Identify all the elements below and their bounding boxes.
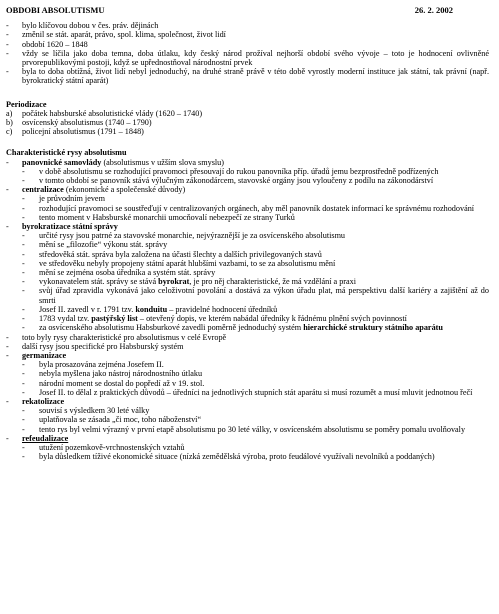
list-item: - byla to doba obtížná, život lidí nebyl jednoduchý, na druhé straně právě v této době vyrostly moderní instituce jak státní, tak právní (např. byrokratický státní aparát) — [6, 67, 489, 86]
list-item: - byla důsledkem tíživé ekonomické situace (nízká zemědělská výroba, proto feudálové využívali nevolníků a poddaných) — [22, 452, 435, 462]
document-date: 26. 2. 2002 — [414, 5, 453, 15]
list-item: - tento rys byl velmi výrazný v první etapě absolutismu po 30 leté války, v osvícenském absolutismu se poměry pomalu uvolňovaly — [22, 424, 466, 434]
emphasized-term: pastýřský list — [91, 314, 138, 324]
list-item: - Josef II. to dělal z praktických důvodů – úředníci na jednotlivých stupních stát aparátu si musí rozumět a musí mluvit jednotnou řečí — [22, 387, 473, 397]
characteristics-heading: Charakteristické rysy absolutismu — [6, 148, 127, 158]
emphasized-term: byrokrat — [158, 277, 190, 287]
list-item: - za osvícenského absolutismu Habsburkové zavedli poměrně jednoduchý systém hierarchické struktury státního aparátu — [22, 323, 443, 333]
list-item: - refeudalizace — [6, 434, 489, 443]
emphasized-term: hierarchické struktury státního aparátu — [303, 323, 443, 333]
document-header — [6, 6, 489, 15]
list-item: a) počátek habsburské absolutistické vlády (1620 – 1740) — [6, 108, 203, 118]
list-item: - v době absolutismu se rozhodující pravomoci přesouvají do rukou panovníka příp. úřadů jemu bezprostředně podřízených — [22, 166, 439, 176]
list-item: b) osvícenský absolutismus (1740 – 1790) — [6, 118, 152, 128]
dash-marker: - — [6, 67, 9, 77]
list-item: - uplatňovala se zásada „či moc, toho náboženství“ — [22, 415, 202, 425]
list-item: - svůj úřad zpravidla vykonává jako celoživotní povolání a dostává za výkon úřadu plat, má perspektivu další kariéry a zajištění až do smrti — [22, 286, 489, 305]
periodization-list — [6, 109, 489, 137]
list-item: - rekatolizace — [6, 397, 489, 406]
list-item: - národní moment se dostal do popředí až v 19. stol. — [22, 378, 205, 388]
document-title: OBDOBI ABSOLUTISMU — [6, 5, 105, 15]
section-term: panovnické samovlády — [22, 157, 102, 167]
list-item: - mění se „filozofie“ výkonu stát. správy — [22, 240, 168, 250]
list-item: - 1783 vydal tzv. pastýřský list – otevřený dopis, ve kterém nabádal úředníky k řádnému plnění svých povinností — [22, 314, 407, 324]
list-item: - v tomto období se panovník stává výlučným zákonodárcem, stavovské orgány jsou vyloučeny z podílu na zákonodárství — [22, 176, 434, 186]
intro-list — [6, 21, 489, 85]
list-item: - utužení pozemkově-vrchnostenských vztahů — [22, 442, 185, 452]
list-item: - další rysy jsou specifické pro Habsburský systém — [6, 341, 184, 351]
list-item: - centralizace (ekonomické a společenské důvody) — [6, 185, 186, 195]
section-term: germanizace — [22, 350, 67, 360]
list-item: - období 1620 – 1848 — [6, 39, 88, 49]
dash-marker: - — [6, 39, 9, 49]
list-item: - tento moment v Habsburské monarchii umocňovalí nebezpečí ze strany Turků — [22, 212, 295, 222]
list-item: - bylo klíčovou dobou v čes. práv. dějinách — [6, 21, 159, 31]
list-item: - germanizace — [6, 351, 489, 360]
list-item: - vykonavatelem stát. správy se stává byrokrat, je pro něj charakteristické, že má vzdělání a praxi — [22, 277, 357, 287]
list-item: - byla prosazována zejména Josefem II. — [22, 360, 164, 370]
section-term: byrokratizace státní správy — [22, 222, 118, 232]
section-term: rekatolizace — [22, 396, 65, 406]
dash-marker: - — [6, 21, 9, 31]
periodization-heading: Periodizace — [6, 99, 47, 109]
list-item: - souvisí s výsledkem 30 leté války — [22, 406, 150, 416]
list-item: - je průvodním jevem — [22, 194, 105, 204]
list-item: - nebyla myšlena jako nástroj národnostního útlaku — [22, 369, 203, 379]
list-item: - panovnické samovlády (absolutismus v užším slova smyslu) — [6, 157, 224, 167]
dash-marker: - — [6, 30, 9, 40]
list-item: - středověká stát. správa byla založena na účasti šlechty a dalších privilegovaných stavů — [22, 249, 322, 259]
section-term: refeudalizace — [22, 433, 69, 443]
emphasized-term: konduitu — [135, 304, 168, 314]
list-item: - určité rysy jsou patrné za stavovské monarchie, nejvýraznější je za osvícenského absolutismu — [22, 231, 346, 241]
list-item: - toto byly rysy charakteristické pro absolutismus v celé Evropě — [6, 332, 227, 342]
list-item: - rozhodující pravomoci se soustřeďují v centralizovaných orgánech, aby měl panovník dostatek informací ke správnému rozhodování — [22, 203, 475, 213]
dash-marker: - — [6, 48, 9, 58]
list-item: - změnil se stát. aparát, právo, spol. klima, společnost, život lidí — [6, 30, 226, 40]
list-item: c) policejní absolutismus (1791 – 1848) — [6, 127, 144, 137]
list-item: - mění se zejména osoba úředníka a systém stát. správy — [22, 268, 216, 278]
list-item: - vždy se líčila jako doba temna, doba útlaku, kdy český národ prožíval nejhorší období svého vývoje – toto je hodnocení ovlivněné prvorepublikovými postoji, když se upřednostňoval národnostní prvek — [6, 48, 489, 68]
list-item: - byrokratizace státní správy — [6, 222, 489, 231]
section-term: centralizace — [22, 185, 64, 195]
list-item: - ve středověku nebyly propojeny státní aparát hlubšími vazbami, to se za absolutismu mění — [22, 258, 336, 268]
list-item: - Josef II. zavedl v r. 1791 tzv. konduitu – pravidelné hodnocení úředníků — [22, 304, 278, 314]
